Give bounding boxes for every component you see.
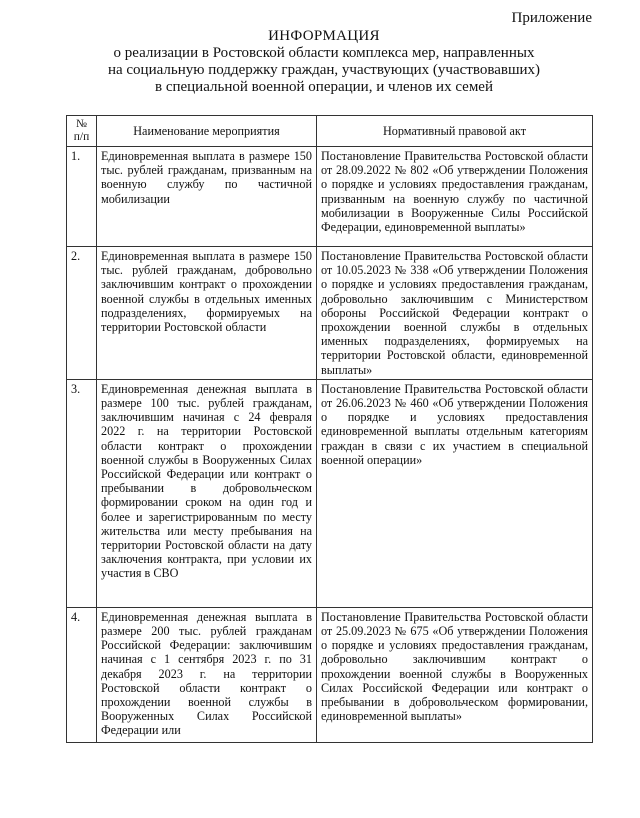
- title-line-1: о реализации в Ростовской области комплекса мер, направленных: [113, 45, 535, 61]
- row-measure: Единовременная денежная выплата в размере 100 тыс. рублей гражданам, заключившим начиная с 24 февраля 2022 г. на территории Ростовской области контракт о прохождении военной службы в Вооруженных Силах Российской Федерации или контракт о пребывании в добровольческом формировании сроком на один год и более и зарегистрированным по месту жительства или месту пребывания на территории Ростовской области на дату заключения контракта, при условии их участия в СВО: [97, 379, 317, 607]
- title-heading: ИНФОРМАЦИЯ: [268, 28, 380, 44]
- row-num: 1.: [67, 147, 97, 247]
- table-row: [67, 607, 593, 742]
- table-row: [67, 247, 593, 380]
- title-line-3: в специальной военной операции, и членов их семей: [154, 79, 493, 95]
- table-row: [67, 379, 593, 607]
- header-name: Наименование мероприятия: [97, 116, 317, 147]
- row-legal-act: Постановление Правительства Ростовской области от 26.06.2023 № 460 «Об утверждении Положения о порядке и условиях предоставления единовременной выплаты отдельным категориям граждан в связи с их участием в специальной военной операции»: [317, 379, 593, 607]
- row-legal-act: Постановление Правительства Ростовской области от 28.09.2022 № 802 «Об утверждении Положения о порядке и условиях предоставления гражданам, призванным на военную службу по частичной мобилизации в Вооруженные Силы Российской Федерации, единовременной выплаты»: [317, 147, 593, 247]
- table-header-row: [67, 116, 593, 147]
- header-num: № п/п: [67, 116, 97, 147]
- title-line-2: на социальную поддержку граждан, участвующих (участвовавших): [107, 62, 541, 78]
- row-legal-act: Постановление Правительства Ростовской области от 10.05.2023 № 338 «Об утверждении Положения о порядке и условиях предоставления гражданам, добровольно заключившим с Министерством обороны Российской Федерации контракт о прохождении военной службы в отдельных именных подразделениях, формируемых на территории Ростовской области, единовременной выплаты»: [317, 247, 593, 380]
- table-row: [67, 147, 593, 247]
- row-measure: Единовременная выплата в размере 150 тыс. рублей гражданам, призванным на военную службу по частичной мобилизации: [97, 147, 317, 247]
- row-num: 3.: [67, 379, 97, 607]
- row-num: 4.: [67, 607, 97, 742]
- row-measure: Единовременная выплата в размере 150 тыс. рублей гражданам, добровольно заключившим контракт о прохождении военной службы в отдельных именных подразделениях, формируемых на территории Ростовской области: [97, 247, 317, 380]
- row-num: 2.: [67, 247, 97, 380]
- header-act: Нормативный правовой акт: [317, 116, 593, 147]
- measures-table: [66, 115, 593, 743]
- row-legal-act: Постановление Правительства Ростовской области от 25.09.2023 № 675 «Об утверждении Положения о порядке и условиях предоставления гражданам, добровольно заключившим контракт о прохождении военной службы в Вооруженных Силах Российской Федерации или контракт о пребывании в добровольческом формировании, единовременной выплаты»: [317, 607, 593, 742]
- row-measure: Единовременная денежная выплата в размере 200 тыс. рублей гражданам Российской Федерации: заключившим начиная с 1 сентября 2023 г. по 31 декабря 2023 г. на территории Ростовской области контракт о прохождении военной службы в Вооруженных Силах Российской Федерации или: [97, 607, 317, 742]
- document-title: [64, 28, 584, 96]
- appendix-label: Приложение: [511, 10, 592, 26]
